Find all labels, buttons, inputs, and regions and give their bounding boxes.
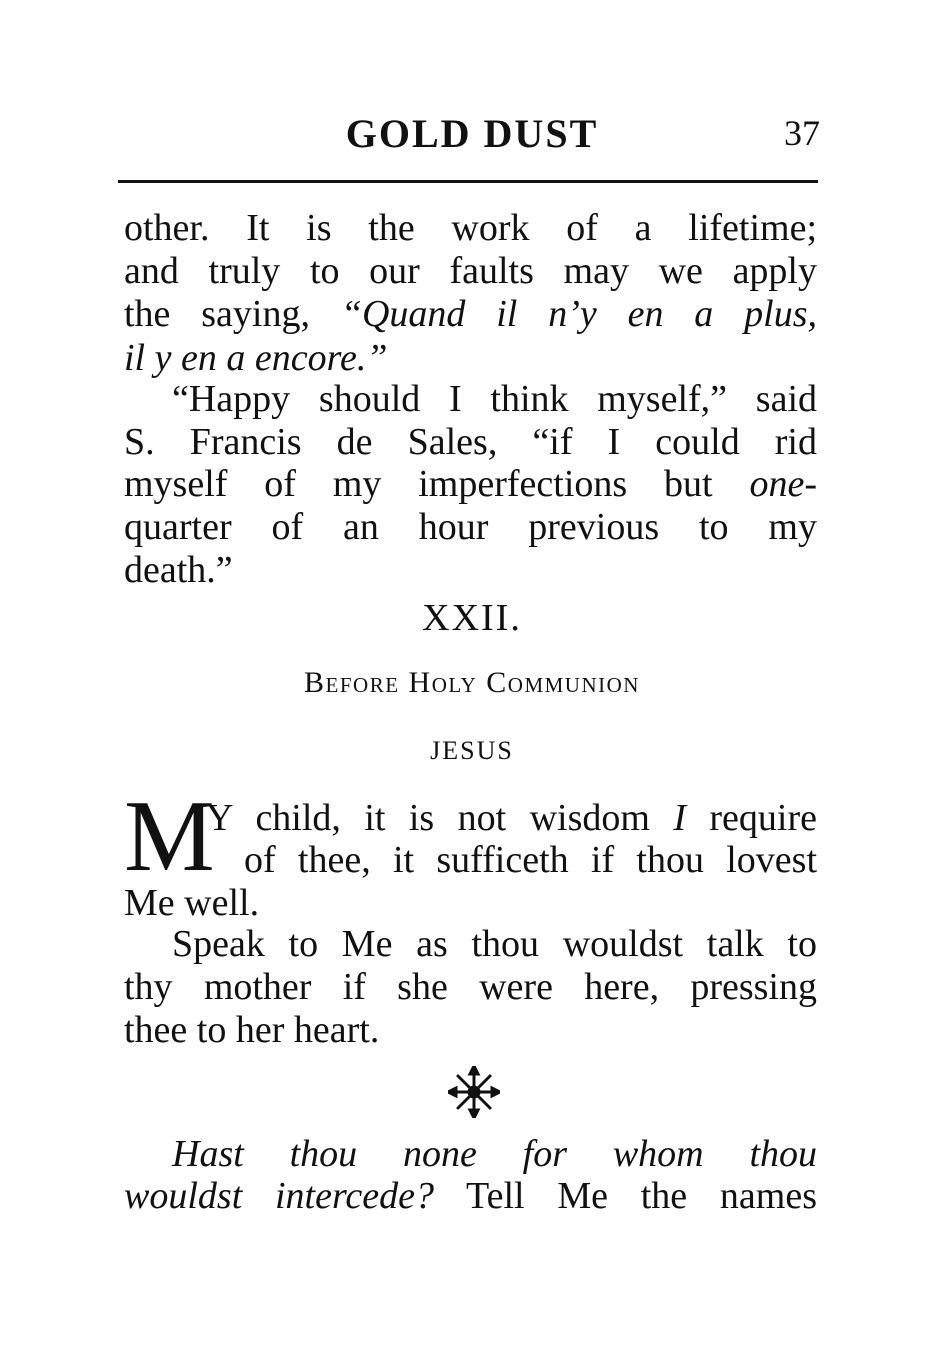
p1-line-4-italic: il y en a encore.” bbox=[124, 337, 388, 379]
p3-line-1-a: Y child, it is not wisdom bbox=[206, 797, 674, 839]
p1-line-3-prefix: the saying, bbox=[124, 293, 341, 335]
p2-line-5: death.” bbox=[124, 549, 233, 591]
speaker-label: JESUS bbox=[430, 736, 514, 765]
running-header-title: GOLD DUST bbox=[345, 111, 599, 156]
section-number: XXII. bbox=[422, 597, 522, 639]
p1-line-3-italic: “Quand il n’y en a plus, bbox=[340, 293, 817, 335]
p1-line-2: and truly to our faults may we apply bbox=[124, 250, 817, 292]
p4-line-1: Speak to Me as thou wouldst talk to bbox=[172, 923, 817, 965]
p5-line-2-rest: Tell Me the names bbox=[433, 1175, 817, 1217]
p1-line-4 bbox=[124, 336, 817, 380]
p3-line-1-b: require bbox=[685, 797, 817, 839]
header-rule bbox=[118, 180, 818, 183]
page-number: 37 bbox=[784, 113, 820, 153]
p5-line-2 bbox=[124, 1174, 817, 1218]
p2-line-1: “Happy should I think myself,” said bbox=[172, 378, 817, 420]
p2-line-3 bbox=[124, 462, 817, 506]
p3-line-1-italic: I bbox=[673, 797, 686, 839]
drop-cap: M bbox=[124, 780, 215, 893]
section-title: Before Holy Communion bbox=[304, 666, 640, 699]
p1-line-3 bbox=[124, 292, 817, 336]
p2-line-4: quarter of an hour previous to my bbox=[124, 506, 817, 548]
snowflake-ornament-icon bbox=[448, 1066, 500, 1118]
p2-line-2: S. Francis de Sales, “if I could rid bbox=[124, 421, 817, 463]
p5-line-1-italic: Hast thou none for whom thou bbox=[172, 1133, 817, 1175]
p1-line-1: other. It is the work of a lifetime; bbox=[124, 207, 817, 249]
p2-line-3-prefix: myself of my imperfections but bbox=[124, 463, 750, 505]
p5-line-2-italic: wouldst intercede? bbox=[124, 1175, 434, 1217]
p3-line-1 bbox=[206, 796, 817, 840]
p5-line-1 bbox=[172, 1132, 817, 1176]
p2-line-3-italic: one- bbox=[749, 463, 817, 505]
p3-line-2: of thee, it sufficeth if thou lovest bbox=[244, 839, 817, 881]
p4-line-2: thy mother if she were here, pressing bbox=[124, 966, 817, 1008]
p3-line-3: Me well. bbox=[124, 882, 260, 924]
p4-line-3: thee to her heart. bbox=[124, 1009, 380, 1051]
